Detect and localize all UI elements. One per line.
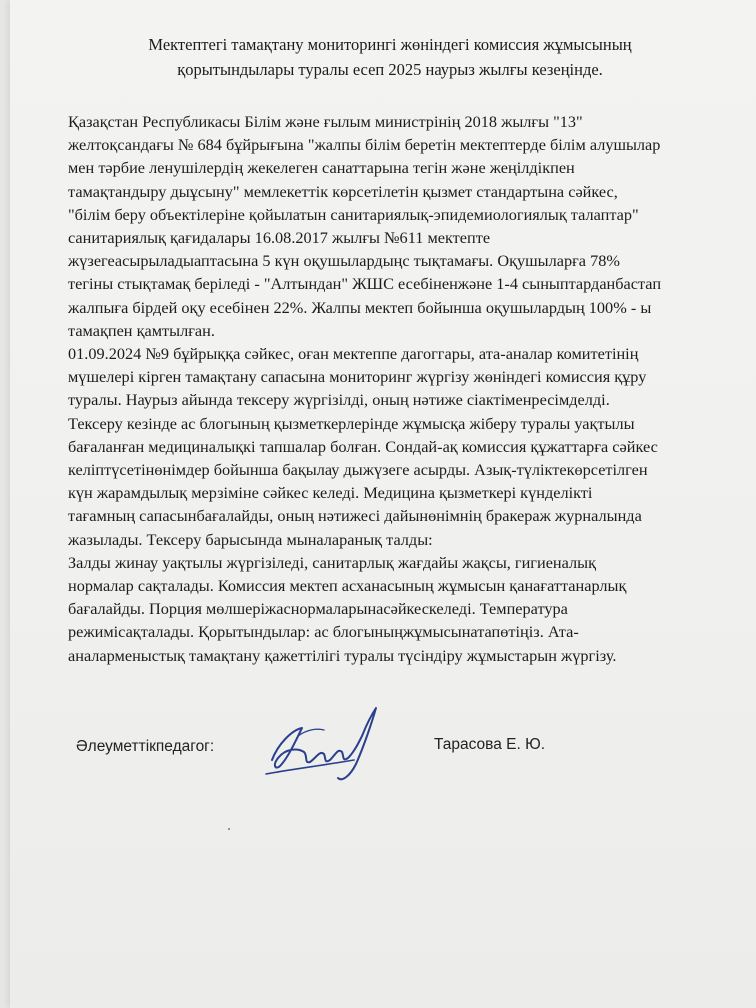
body-line: мүшелері кірген тамақтану сапасына мониторинг жүргізу жөніндегі комиссия құру xyxy=(68,367,647,387)
body-line: тамақпен қамтылған. xyxy=(68,320,215,340)
body-line: "білім беру объектілеріне қойылатын санитариялық-эпидемиологиялық талаптар" xyxy=(68,204,639,224)
body-line: аналарменыстық тамақтану қажеттілігі туралы түсіндіру жұмыстарын жүргізу. xyxy=(68,645,617,665)
body-line: жүзегеасырыладыаптасына 5 күн оқушылардыңс тықтамағы. Оқушыларға 78% xyxy=(68,251,620,271)
body-line: санитариялық қағидалары 16.08.2017 жылғы №611 мектепте xyxy=(68,228,491,248)
title-line: қорытындылары туралы есеп 2025 наурыз жылғы кезеңінде. xyxy=(177,60,603,79)
body-line: тегіны стықтамақ беріледі - "Алтындан" ЖШС есебіненжәне 1-4 сыныптарданбастап xyxy=(68,274,662,294)
paper-speck xyxy=(228,828,230,830)
document-page xyxy=(10,0,756,1008)
body-line: нормалар сақталады. Комиссия мектеп асханасының жұмысын қанағаттанарлық xyxy=(68,576,627,596)
body-line: тамақтандыру дыұсыну" мемлекеттік көрсетілетін қызмет стандартына сәйкес, xyxy=(68,181,618,201)
title-line: Мектептегі тамақтану мониторингі жөніндегі комиссия жұмысының xyxy=(148,35,632,54)
body-line: режимісақталады. Қорытындылар: ас блогыныңжұмысынатапөтіңіз. Ата- xyxy=(68,622,579,642)
signatory-name: Тарасова Е. Ю. xyxy=(434,736,546,753)
body-line: күн жарамдылық мерзіміне сәйкес келеді. Медицина қызметкері күнделікті xyxy=(68,483,593,503)
body-line: бағалайды. Порция мөлшеріжаснормаларынасәйкескеледі. Температура xyxy=(68,599,568,619)
body-line: жазылады. Тексеру барысында мыналаранық талды: xyxy=(68,529,433,549)
handwritten-signature xyxy=(258,700,388,790)
body-line: туралы. Наурыз айында тексеру жүргізілді, оның нәтиже сіактіменресімделді. xyxy=(68,390,610,410)
document-body xyxy=(68,110,756,667)
body-line: Тексеру кезінде ас блогының қызметкерлерінде жұмысқа жіберу туралы уақтылы xyxy=(68,413,635,433)
document-title xyxy=(90,32,690,82)
body-line: келіптүсетінөнімдер бойынша бақылау дыжүзеге асырды. Азық-түліктекөрсетілген xyxy=(68,460,648,480)
body-line: жалпыға бірдей оқу есебінен 22%. Жалпы мектеп бойынша оқушылардың 100% - ы xyxy=(68,297,652,317)
body-line: желтоқсандағы № 684 бұйрығына "жалпы білім беретін мектептерде білім алушылар xyxy=(68,135,661,155)
body-line: бағаланған медициналықкі тапшалар болған. Сондай-ақ комиссия құжаттарға сәйкес xyxy=(68,436,658,456)
body-line: Залды жинау уақтылы жүргізіледі, санитарлық жағдайы жақсы, гигиеналық xyxy=(68,552,596,572)
body-line: тағамның сапасынбағалайды, оның нәтижесі дайынөнімнің бракераж журналында xyxy=(68,506,642,526)
body-line: 01.09.2024 №9 бұйрыққа сәйкес, оған мектеппе дагоггары, ата-аналар комитетінің xyxy=(68,344,639,364)
signature-role: Әлеуметтікпедагог: xyxy=(76,738,215,755)
body-line: мен тәрбие ленушілердің жекелеген санаттарына тегін және жеңілдікпен xyxy=(68,158,575,178)
body-line: Қазақстан Республикасы Білім және ғылым министрінің 2018 жылғы "13" xyxy=(68,112,583,131)
